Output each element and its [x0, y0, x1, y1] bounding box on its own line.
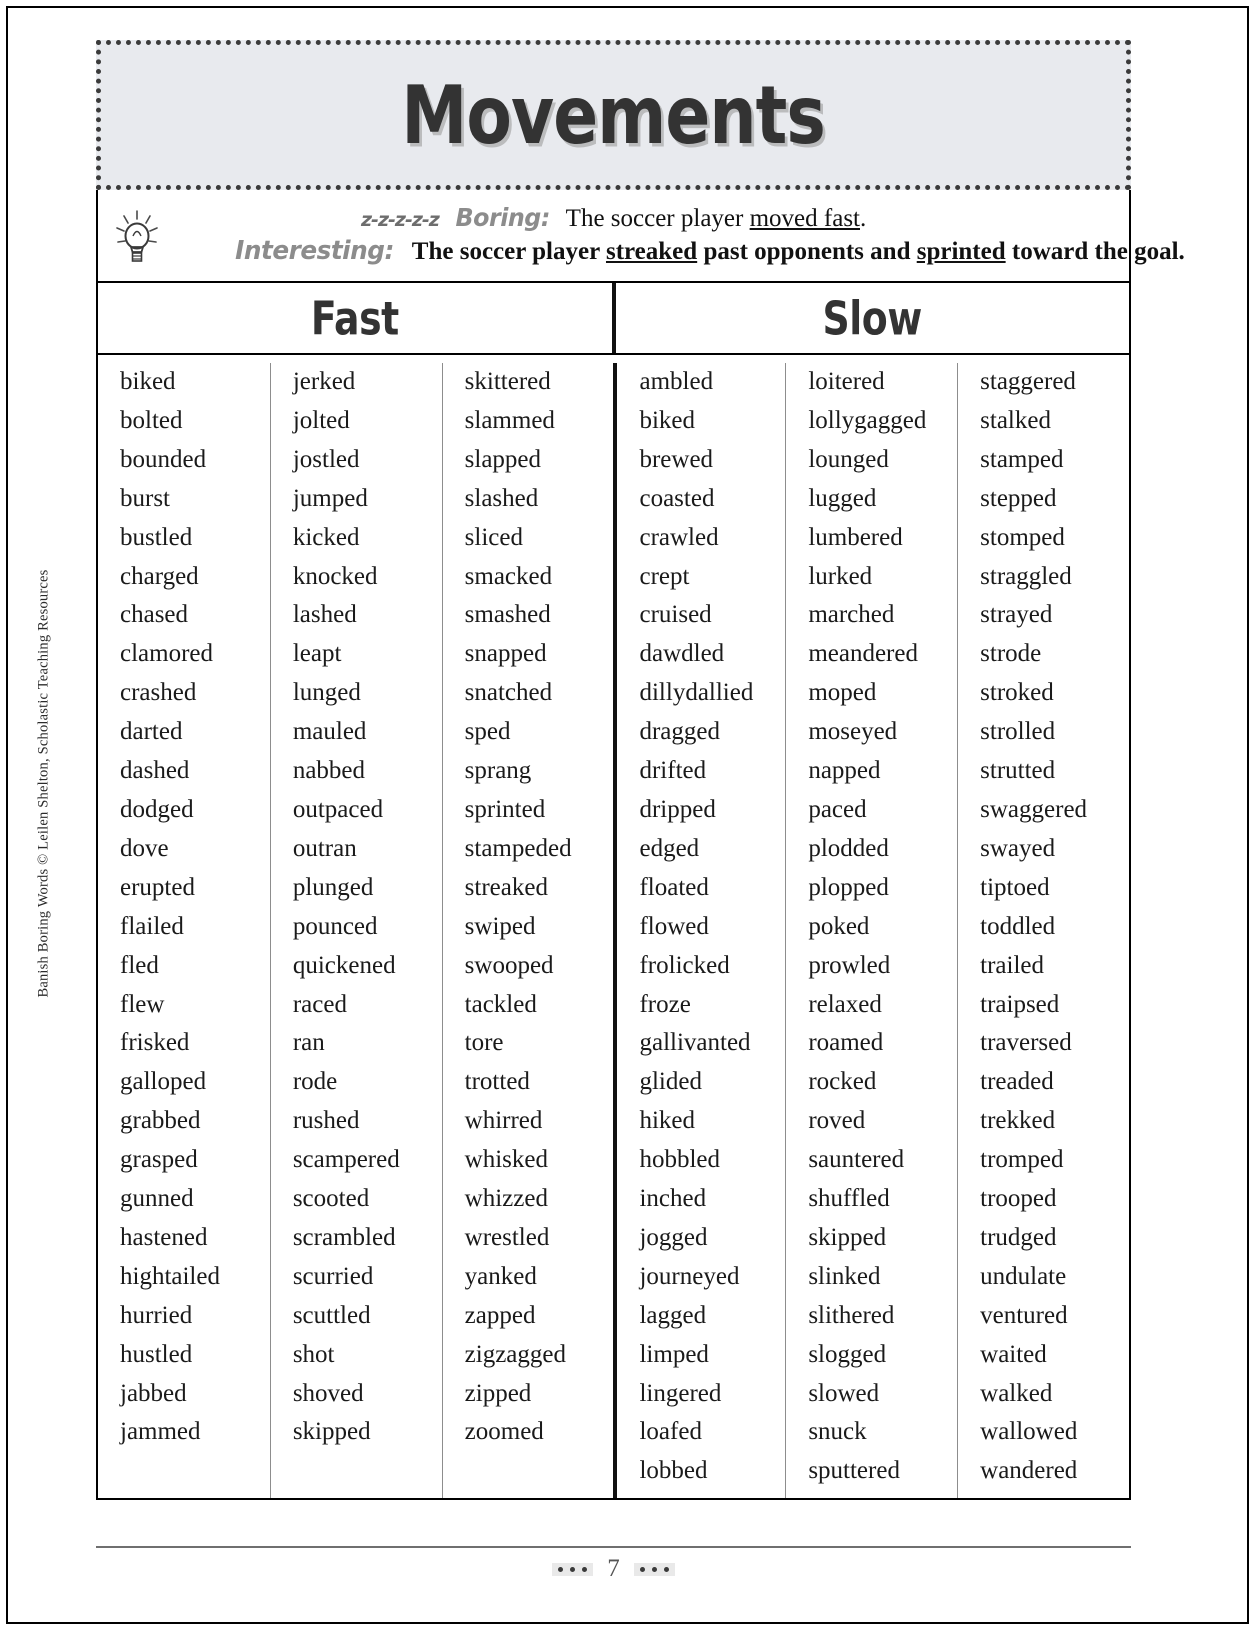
example-box	[96, 190, 1185, 283]
lightbulb-icon	[108, 208, 166, 270]
word-item: slithered	[808, 1301, 895, 1329]
word-item: strolled	[980, 718, 1056, 746]
word-item: sped	[464, 718, 511, 746]
word-item: dripped	[639, 795, 716, 823]
word-item: dillydallied	[639, 679, 754, 707]
word-item: crawled	[639, 523, 719, 551]
word-item: treaded	[980, 1068, 1054, 1096]
word-item: glided	[639, 1068, 702, 1096]
word-item: jostled	[292, 445, 360, 473]
word-item: ran	[292, 1029, 325, 1057]
word-item: wrestled	[464, 1223, 550, 1251]
word-item: paced	[808, 795, 867, 823]
word-item: whisked	[464, 1146, 548, 1174]
word-item: scurried	[292, 1262, 374, 1290]
word-item: limped	[639, 1340, 709, 1368]
word-item: stamped	[980, 445, 1064, 473]
word-item: slashed	[464, 484, 539, 512]
footer-dots-left	[552, 1563, 593, 1576]
word-item: ambled	[639, 368, 714, 395]
word-item: dragged	[639, 718, 721, 746]
word-item: slogged	[808, 1340, 887, 1368]
word-item: zigzagged	[464, 1340, 566, 1368]
word-item: tromped	[980, 1146, 1064, 1174]
word-item: ventured	[980, 1301, 1068, 1329]
word-item: jerked	[292, 368, 356, 395]
page-number: 7	[607, 1555, 620, 1582]
word-item: traversed	[980, 1029, 1072, 1057]
word-item: charged	[120, 562, 199, 590]
word-item: floated	[639, 873, 709, 901]
boring-line	[166, 202, 1185, 236]
word-item: outpaced	[292, 795, 384, 823]
word-item: flew	[120, 990, 165, 1018]
word-item: galloped	[120, 1068, 207, 1096]
boring-underlined-phrase: moved fast	[749, 204, 860, 232]
word-item: trotted	[464, 1068, 530, 1096]
footer-divider	[96, 1546, 1131, 1548]
boring-text-post: .	[860, 204, 867, 232]
interesting-label: Interesting:	[235, 236, 394, 267]
worksheet-content	[96, 40, 1185, 1500]
word-item: hustled	[120, 1340, 193, 1368]
word-item: coasted	[639, 484, 715, 512]
word-item: clamored	[120, 640, 214, 668]
word-item: jabbed	[120, 1379, 187, 1407]
word-item: bustled	[120, 523, 193, 551]
word-item: meandered	[808, 640, 918, 668]
word-item: plopped	[808, 873, 889, 901]
word-item: strayed	[980, 601, 1053, 629]
word-item: jammed	[120, 1418, 201, 1446]
word-item: trailed	[980, 951, 1044, 979]
word-item: strode	[980, 640, 1042, 668]
boring-label: Boring:	[455, 202, 550, 232]
word-item: journeyed	[639, 1262, 740, 1290]
word-item: slammed	[464, 406, 555, 434]
word-item: smashed	[464, 601, 551, 629]
word-item: lollygagged	[808, 406, 927, 434]
copyright-notice: Banish Boring Words © Leilen Shelton, Scholastic Teaching Resources	[35, 569, 52, 998]
word-item: lingered	[639, 1379, 722, 1407]
word-item: swaggered	[980, 795, 1088, 823]
word-item: snatched	[464, 679, 553, 707]
word-item: roamed	[808, 1029, 884, 1057]
word-item: hobbled	[639, 1146, 721, 1174]
word-item: lurked	[808, 562, 873, 590]
word-item: shot	[292, 1340, 335, 1368]
word-item: jogged	[639, 1223, 708, 1251]
word-item: plodded	[808, 834, 889, 862]
word-item: tackled	[464, 990, 537, 1018]
section-header-slow	[616, 283, 1130, 353]
word-item: relaxed	[808, 990, 882, 1018]
word-item: streaked	[464, 873, 548, 901]
word-item: sprang	[464, 757, 532, 785]
word-item: scampered	[292, 1146, 400, 1174]
word-item: marched	[808, 601, 895, 629]
word-item: froze	[639, 990, 691, 1018]
word-item: loitered	[808, 368, 885, 395]
word-item: tiptoed	[980, 873, 1050, 901]
word-item: chased	[120, 601, 189, 629]
word-item: lunged	[292, 679, 361, 707]
word-item: lugged	[808, 484, 877, 512]
word-item: rushed	[292, 1107, 360, 1135]
zzz-icon: z-z-z-z-z	[361, 208, 439, 231]
word-item: plunged	[292, 873, 374, 901]
word-item: burst	[120, 484, 170, 512]
interesting-text-post: toward the goal.	[1005, 238, 1185, 266]
word-item: mauled	[292, 718, 367, 746]
word-column-fast-1	[98, 363, 270, 1498]
word-item: stepped	[980, 484, 1057, 512]
word-item: straggled	[980, 562, 1072, 590]
word-item: loafed	[639, 1418, 702, 1446]
boring-text-pre: The soccer player	[565, 204, 750, 232]
word-item: hurried	[120, 1301, 193, 1329]
word-item: knocked	[292, 562, 378, 590]
word-item: prowled	[808, 951, 891, 979]
word-item: leapt	[292, 640, 342, 668]
word-item: zapped	[464, 1301, 536, 1329]
word-item: hiked	[639, 1107, 696, 1135]
word-item: gunned	[120, 1185, 194, 1213]
word-item: skipped	[808, 1223, 887, 1251]
footer-dots-right	[634, 1563, 675, 1576]
word-item: hastened	[120, 1223, 208, 1251]
word-column-slow-3	[957, 363, 1129, 1498]
word-item: swooped	[464, 951, 554, 979]
title-banner	[96, 40, 1131, 190]
word-item: sauntered	[808, 1146, 905, 1174]
word-item: darted	[120, 718, 183, 746]
word-item: bounded	[120, 445, 207, 473]
word-item: crashed	[120, 679, 197, 707]
word-item: undulate	[980, 1262, 1067, 1290]
word-item: edged	[639, 834, 700, 862]
interesting-sentence	[412, 238, 1185, 265]
word-item: trudged	[980, 1223, 1057, 1251]
word-item: slinked	[808, 1262, 881, 1290]
word-item: rode	[292, 1068, 338, 1096]
word-column-fast-3	[442, 363, 614, 1498]
word-item: snuck	[808, 1418, 867, 1446]
word-item: lashed	[292, 601, 357, 629]
word-item: scooted	[292, 1185, 370, 1213]
interesting-underlined-1: streaked	[605, 238, 698, 266]
word-item: toddled	[980, 912, 1056, 940]
interesting-line	[166, 235, 1185, 269]
word-item: dodged	[120, 795, 194, 823]
word-item: scrambled	[292, 1223, 396, 1251]
word-item: hightailed	[120, 1262, 220, 1290]
slow-header-label: Slow	[822, 291, 922, 345]
word-item: strutted	[980, 757, 1056, 785]
word-item: trooped	[980, 1185, 1057, 1213]
section-headers	[96, 283, 1131, 355]
word-item: cruised	[639, 601, 712, 629]
word-item: lagged	[639, 1301, 707, 1329]
word-item: flailed	[120, 912, 184, 940]
word-item: walked	[980, 1379, 1053, 1407]
word-item: skipped	[292, 1418, 371, 1446]
word-item: fled	[120, 951, 159, 979]
word-item: bolted	[120, 406, 183, 434]
word-item: whirred	[464, 1107, 543, 1135]
word-item: stalked	[980, 406, 1051, 434]
word-item: grabbed	[120, 1107, 201, 1135]
word-item: frolicked	[639, 951, 730, 979]
word-item: roved	[808, 1107, 866, 1135]
word-item: slowed	[808, 1379, 880, 1407]
word-item: swayed	[980, 834, 1056, 862]
word-item: stomped	[980, 523, 1065, 551]
word-item: outran	[292, 834, 357, 862]
word-item: yanked	[464, 1262, 537, 1290]
word-item: frisked	[120, 1029, 190, 1057]
word-item: swiped	[464, 912, 536, 940]
section-header-fast	[98, 283, 616, 353]
word-item: grasped	[120, 1146, 198, 1174]
word-item: brewed	[639, 445, 714, 473]
word-item: skittered	[464, 368, 551, 395]
word-item: waited	[980, 1340, 1047, 1368]
page-footer	[96, 1555, 1131, 1583]
word-grid	[96, 355, 1131, 1500]
word-item: zipped	[464, 1379, 532, 1407]
example-sentences	[166, 202, 1185, 269]
page-title: Movements	[401, 67, 826, 163]
word-item: whizzed	[464, 1185, 548, 1213]
word-item: raced	[292, 990, 347, 1018]
word-item: poked	[808, 912, 870, 940]
word-column-slow-2	[785, 363, 957, 1498]
word-item: sliced	[464, 523, 523, 551]
word-item: smacked	[464, 562, 553, 590]
word-item: flowed	[639, 912, 709, 940]
word-item: inched	[639, 1185, 707, 1213]
word-column-fast-2	[270, 363, 442, 1498]
boring-sentence	[566, 205, 867, 232]
fast-header-label: Fast	[310, 291, 399, 345]
word-item: biked	[120, 368, 176, 395]
interesting-text-pre: The soccer player	[411, 238, 606, 266]
word-item: jumped	[292, 484, 368, 512]
word-item: kicked	[292, 523, 360, 551]
word-item: rocked	[808, 1068, 877, 1096]
word-item: pounced	[292, 912, 378, 940]
word-item: biked	[639, 406, 696, 434]
word-item: tore	[464, 1029, 504, 1057]
word-item: drifted	[639, 757, 707, 785]
word-item: staggered	[980, 368, 1076, 395]
word-item: wallowed	[980, 1418, 1078, 1446]
word-item: lobbed	[639, 1457, 708, 1485]
interesting-underlined-2: sprinted	[916, 238, 1006, 266]
word-item: dashed	[120, 757, 190, 785]
word-item: napped	[808, 757, 881, 785]
word-item: traipsed	[980, 990, 1060, 1018]
word-item: trekked	[980, 1107, 1056, 1135]
word-item: nabbed	[292, 757, 366, 785]
word-item: moped	[808, 679, 877, 707]
word-item: stroked	[980, 679, 1054, 707]
word-item: snapped	[464, 640, 547, 668]
word-item: shoved	[292, 1379, 364, 1407]
word-item: zoomed	[464, 1418, 544, 1446]
word-item: quickened	[292, 951, 396, 979]
word-item: gallivanted	[639, 1029, 751, 1057]
word-item: sputtered	[808, 1457, 900, 1485]
word-item: dove	[120, 834, 169, 862]
word-item: jolted	[292, 406, 350, 434]
interesting-text-mid: past opponents and	[697, 238, 917, 266]
word-item: lounged	[808, 445, 889, 473]
word-item: stampeded	[464, 834, 572, 862]
word-item: scuttled	[292, 1301, 371, 1329]
word-item: moseyed	[808, 718, 898, 746]
word-item: lumbered	[808, 523, 903, 551]
word-item: shuffled	[808, 1185, 890, 1213]
word-item: slapped	[464, 445, 542, 473]
word-item: wandered	[980, 1457, 1078, 1485]
word-column-slow-1	[613, 363, 785, 1498]
word-item: erupted	[120, 873, 195, 901]
word-item: dawdled	[639, 640, 725, 668]
word-item: sprinted	[464, 795, 546, 823]
word-item: crept	[639, 562, 690, 590]
